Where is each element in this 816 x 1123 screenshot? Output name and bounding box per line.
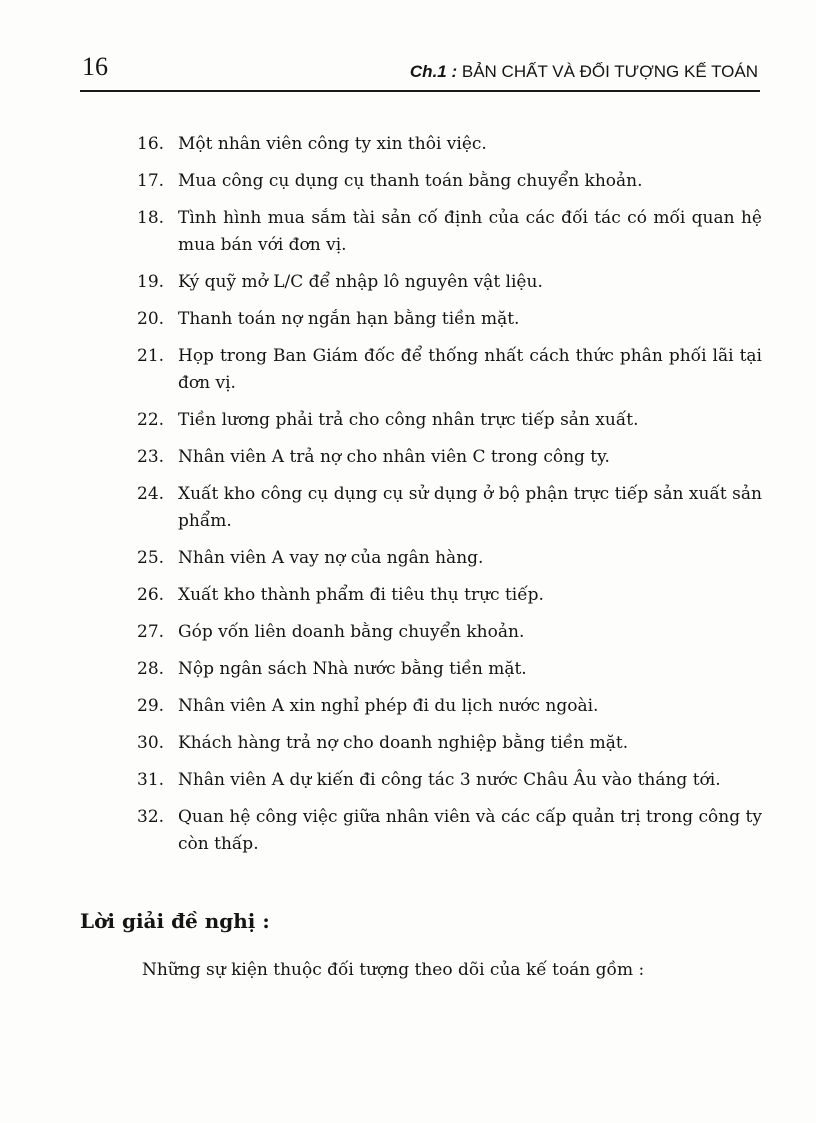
- list-item: [137, 131, 762, 158]
- list-item: [137, 306, 762, 333]
- item-text: Nhân viên A trả nợ cho nhân viên C trong công ty.: [178, 447, 610, 467]
- item-number: 21.: [137, 346, 165, 366]
- list-item: [137, 619, 762, 646]
- item-number: 22.: [137, 410, 165, 430]
- item-text: Xuất kho thành phẩm đi tiêu thụ trực tiếp.: [178, 585, 544, 605]
- list-item: [137, 730, 762, 757]
- item-number: 25.: [137, 548, 165, 568]
- list-item: [137, 343, 762, 397]
- item-number: 27.: [137, 622, 165, 642]
- item-number: 19.: [137, 272, 165, 292]
- list-item: [137, 481, 762, 535]
- item-text: Một nhân viên công ty xin thôi việc.: [178, 134, 487, 154]
- item-number: 26.: [137, 585, 165, 605]
- item-number: 16.: [137, 134, 165, 154]
- item-number: 31.: [137, 770, 165, 790]
- item-number: 17.: [137, 171, 165, 191]
- item-text: Thanh toán nợ ngắn hạn bằng tiền mặt.: [178, 309, 520, 329]
- chapter-title: BẢN CHẤT VÀ ĐỐI TƯỢNG KẾ TOÁN: [461, 62, 758, 81]
- item-text: Nhân viên A xin nghỉ phép đi du lịch nước ngoài.: [178, 696, 599, 716]
- running-title: [410, 62, 758, 82]
- item-text: Nhân viên A vay nợ của ngân hàng.: [178, 548, 484, 568]
- item-number: 30.: [137, 733, 165, 753]
- list-item: [137, 444, 762, 471]
- item-number: 18.: [137, 208, 165, 228]
- list-item: [137, 804, 762, 858]
- solution-heading: Lời giải đề nghị :: [80, 909, 270, 933]
- item-text: Họp trong Ban Giám đốc để thống nhất cách thức phân phối lãi tại đơn vị.: [178, 346, 762, 393]
- list-item: [137, 407, 762, 434]
- solution-intro: Những sự kiện thuộc đối tượng theo dõi của kế toán gồm :: [142, 960, 645, 980]
- list-item: [137, 693, 762, 720]
- page-number: 16: [82, 52, 108, 81]
- item-number: 20.: [137, 309, 165, 329]
- item-number: 24.: [137, 484, 165, 504]
- item-text: Xuất kho công cụ dụng cụ sử dụng ở bộ phận trực tiếp sản xuất sản phẩm.: [178, 484, 762, 531]
- item-number: 32.: [137, 807, 165, 827]
- item-text: Nhân viên A dự kiến đi công tác 3 nước Châu Âu vào tháng tới.: [178, 770, 721, 790]
- list-item: [137, 656, 762, 683]
- item-number: 28.: [137, 659, 165, 679]
- item-text: Ký quỹ mở L/C để nhập lô nguyên vật liệu.: [178, 272, 543, 292]
- chapter-label: Ch.1 :: [409, 62, 458, 81]
- exercise-list: [137, 131, 762, 868]
- item-text: Mua công cụ dụng cụ thanh toán bằng chuyển khoản.: [178, 171, 643, 191]
- item-text: Góp vốn liên doanh bằng chuyển khoản.: [178, 622, 525, 642]
- item-text: Quan hệ công việc giữa nhân viên và các cấp quản trị trong công ty còn thấp.: [178, 807, 762, 854]
- item-text: Khách hàng trả nợ cho doanh nghiệp bằng tiền mặt.: [178, 733, 629, 753]
- item-text: Nộp ngân sách Nhà nước bằng tiền mặt.: [178, 659, 527, 679]
- list-item: [137, 545, 762, 572]
- item-number: 23.: [137, 447, 165, 467]
- list-item: [137, 168, 762, 195]
- list-item: [137, 269, 762, 296]
- item-number: 29.: [137, 696, 165, 716]
- list-item: [137, 205, 762, 259]
- page-header: [80, 50, 760, 92]
- list-item: [137, 582, 762, 609]
- item-text: Tiền lương phải trả cho công nhân trực tiếp sản xuất.: [178, 410, 639, 430]
- item-text: Tình hình mua sắm tài sản cố định của các đối tác có mối quan hệ mua bán với đơn vị.: [178, 208, 762, 255]
- list-item: [137, 767, 762, 794]
